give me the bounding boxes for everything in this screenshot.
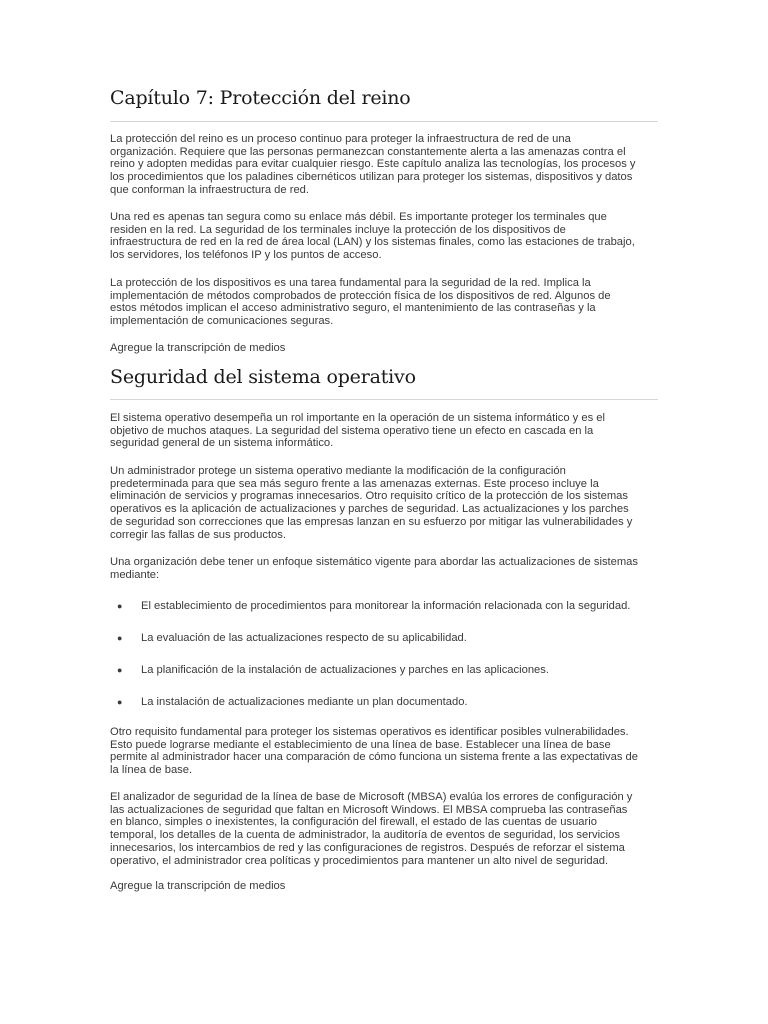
list-item (110, 664, 658, 696)
paragraph-mbsa: El analizador de seguridad de la línea de base de Microsoft (MBSA) evalúa los errores de configuración y las actualizaciones de seguridad que faltan en Microsoft Windows. El MBSA comprueba las contraseñas en blanco, simples o inexistentes, la configuración del firewall, el estado de las cuentas de usuario temporal, los detalles de la cuenta de administrador, la auditoría de eventos de seguridad, los servicios innecesarios, los intercambios de red y las configuraciones de registros. Después de reforzar el sistema operativo, el administrador crea políticas y procedimientos para mantener un alto nivel de seguridad. (110, 791, 633, 867)
bullet-icon: ● (117, 633, 123, 643)
paragraph-enfoque-sistematico: Una organización debe tener un enfoque sistemático vigente para abordar las actualizaciones de sistemas mediante: (110, 556, 638, 581)
update-steps-list (110, 600, 658, 728)
paragraph-sistema-operativo: El sistema operativo desempeña un rol importante en la operación de un sistema informático y es el objetivo de muchos ataques. La seguridad del sistema operativo tiene un efecto en cascada en la seguridad general de un sistema informático. (110, 412, 605, 450)
bullet-icon: ● (117, 697, 123, 707)
bullet-icon: ● (117, 601, 123, 611)
list-item-text: La instalación de actualizaciones mediante un plan documentado. (141, 696, 468, 708)
list-item (110, 696, 658, 728)
section-heading-seguridad-sistema-operativo: Seguridad del sistema operativo (110, 366, 416, 388)
paragraph-proteccion-dispositivos: La protección de los dispositivos es una tarea fundamental para la seguridad de la red. Implica la implementación de métodos comprobados de protección física de los dispositivos de red. Algunos de estos métodos implican el acceso administrativo seguro, el mantenimiento de las contraseñas y la implementación de comunicaciones seguras. (110, 277, 611, 328)
list-item (110, 632, 658, 664)
list-item-text: La evaluación de las actualizaciones respecto de su aplicabilidad. (141, 632, 467, 644)
section-divider (110, 399, 658, 400)
section-divider (110, 121, 658, 122)
section-heading-proteccion-del-reino: Capítulo 7: Protección del reino (110, 87, 411, 109)
media-transcript-link[interactable]: Agregue la transcripción de medios (110, 342, 286, 354)
media-transcript-link[interactable]: Agregue la transcripción de medios (110, 880, 286, 892)
list-item (110, 600, 658, 632)
list-item-text: El establecimiento de procedimientos para monitorear la información relacionada con la seguridad. (141, 600, 631, 612)
paragraph-intro: La protección del reino es un proceso continuo para proteger la infraestructura de red de una organización. Requiere que las personas permanezcan constantemente alerta a las amenazas contra el reino y adopten medidas para evitar cualquier riesgo. Este capítulo analiza las tecnologías, los procesos y los procedimientos que los paladines cibernéticos utilizan para proteger los sistemas, dispositivos y datos que conforman la infraestructura de red. (110, 133, 636, 196)
paragraph-administrador: Un administrador protege un sistema operativo mediante la modificación de la configuración predeterminada para que sea más seguro frente a las amenazas externas. Este proceso incluye la eliminación de servicios y programas innecesarios. Otro requisito crítico de la protección de los sistemas operativos es la aplicación de actualizaciones y parches de seguridad. Las actualizaciones y los parches de seguridad son correcciones que las empresas lanzan en su esfuerzo por mitigar las vulnerabilidades y corregir las fallas de sus productos. (110, 465, 633, 541)
list-item-text: La planificación de la instalación de actualizaciones y parches en las aplicaciones. (141, 664, 549, 676)
paragraph-red-enlace: Una red es apenas tan segura como su enlace más débil. Es importante proteger los terminales que residen en la red. La seguridad de los terminales incluye la protección de los dispositivos de infraestructura de red en la red de área local (LAN) y los sistemas finales, como las estaciones de trabajo, los servidores, los teléfonos IP y los puntos de acceso. (110, 211, 635, 262)
bullet-icon: ● (117, 665, 123, 675)
paragraph-linea-de-base: Otro requisito fundamental para proteger los sistemas operativos es identificar posibles vulnerabilidades. Esto puede lograrse mediante el establecimiento de una línea de base. Establecer una línea de base permite al administrador hacer una comparación de cómo funciona un sistema frente a las expectativas de la línea de base. (110, 726, 638, 777)
